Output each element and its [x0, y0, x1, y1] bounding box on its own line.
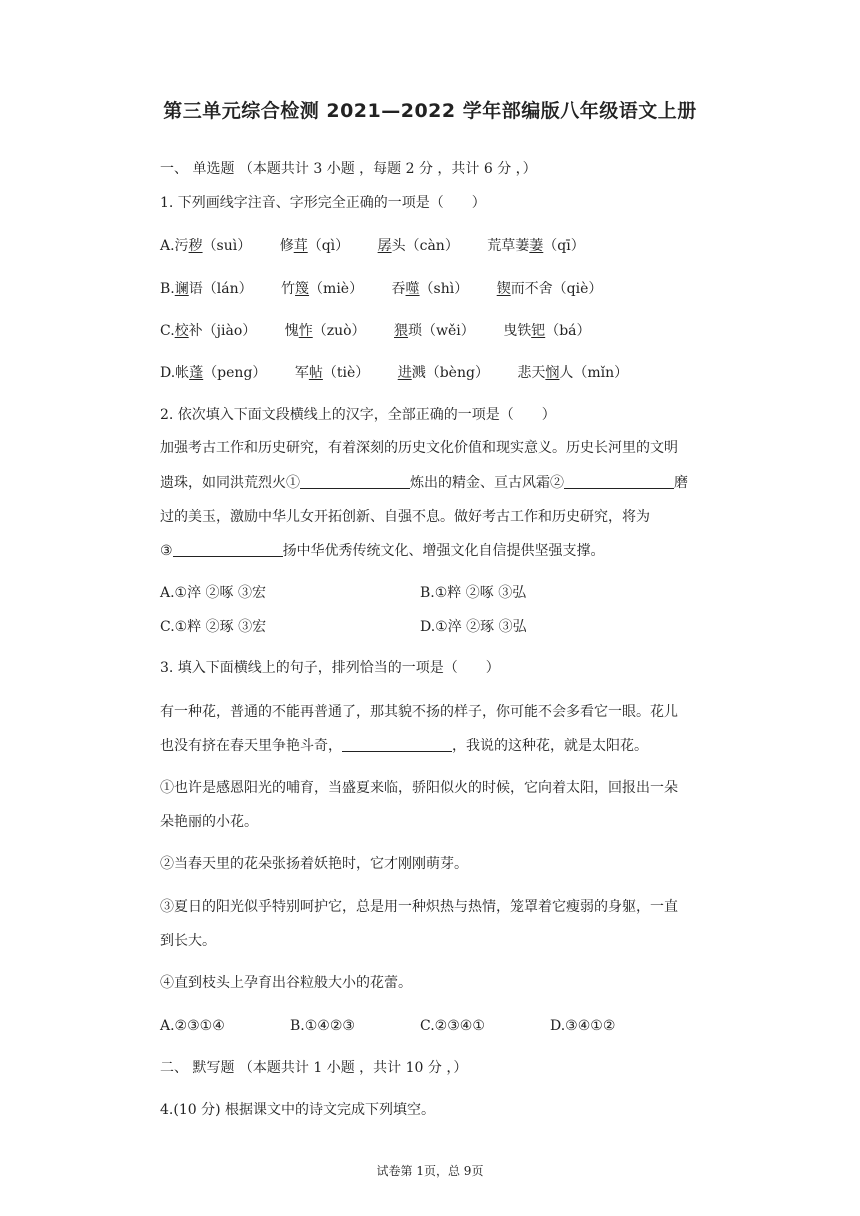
q2-option-d: D.①淬 ②琢 ③弘: [420, 619, 527, 635]
section-2-heading: 二、 默写题 （本题共计 1 小题 ，共计 10 分 ，）: [160, 1060, 468, 1076]
q1-b-item: 吞噬（shì）: [391, 281, 469, 297]
q1-option-c: [160, 321, 591, 341]
question-1-stem: 1. 下列画线字注音、字形完全正确的一项是（ ）: [160, 195, 486, 211]
q2-option-a: A.①淬 ②啄 ③宏: [160, 585, 267, 601]
q1-c-item: 曳铁钯（bá）: [503, 323, 591, 339]
q2-passage-line: ③ 扬中华优秀传统文化、增强文化自信提供坚强支撑。: [160, 543, 605, 559]
q1-d-item: 军帖（tiè）: [294, 365, 370, 381]
q3-sentence-3: ③夏日的阳光似乎特别呵护它，总是用一种炽热与热情，笼罩着它瘦弱的身躯，一直: [160, 899, 678, 915]
question-3-stem: 3. 填入下面横线上的句子，排列恰当的一项是（ ）: [160, 660, 500, 676]
document-title: 第三单元综合检测 2021—2022 学年部编版八年级语文上册: [163, 100, 697, 122]
q3-sentence-1-cont: 朵艳丽的小花。: [160, 814, 258, 830]
q1-a-item: A.污秽（suì）: [160, 238, 252, 254]
q3-option-b: B.①④②③: [290, 1018, 355, 1034]
q3-passage-line: 也没有挤在春天里争艳斗奇， ，我说的这种花，就是太阳花。: [160, 738, 648, 754]
q1-option-a: [160, 236, 585, 256]
q1-b-item: 锲而不舍（qiè）: [496, 281, 603, 297]
q1-d-item: 悲天悯人（mǐn）: [517, 365, 629, 381]
q1-c-item: C.校补（jiào）: [160, 323, 257, 339]
q1-d-item: 进溅（bèng）: [397, 365, 489, 381]
fill-blank: [300, 474, 410, 489]
q1-c-item: 愧怍（zuò）: [284, 323, 366, 339]
q2-passage-line: 遗珠，如同洪荒烈火① 炼出的精金、亘古风霜② 磨: [160, 475, 688, 491]
fill-blank: [342, 737, 452, 752]
q1-a-item: 荒草萋萋（qī）: [487, 238, 585, 254]
q2-option-c: C.①粹 ②琢 ③宏: [160, 619, 267, 635]
q3-option-c: C.②③④①: [420, 1018, 485, 1034]
q1-option-d: [160, 363, 628, 383]
q1-b-item: B.谰语（lán）: [160, 281, 253, 297]
q1-d-item: D.帐蓬（peng）: [160, 365, 267, 381]
q3-sentence-4: ④直到枝头上孕育出谷粒般大小的花蕾。: [160, 975, 412, 991]
q3-sentence-2: ②当春天里的花朵张扬着妖艳时，它才刚刚萌芽。: [160, 856, 468, 872]
q3-sentence-1: ①也许是感恩阳光的哺育，当盛夏来临，骄阳似火的时候，它向着太阳，回报出一朵: [160, 780, 678, 796]
q2-option-b: B.①粹 ②啄 ③弘: [420, 585, 527, 601]
q1-a-item: 孱头（càn）: [377, 238, 459, 254]
question-2-stem: 2. 依次填入下面文段横线上的汉字，全部正确的一项是（ ）: [160, 407, 556, 423]
section-1-heading: 一、 单选题 （本题共计 3 小题 ，每题 2 分 ，共计 6 分 ，）: [160, 161, 537, 177]
q1-option-b: [160, 279, 602, 299]
q2-passage-line: 过的美玉，激励中华儿女开拓创新、自强不息。做好考古工作和历史研究，将为: [160, 509, 650, 525]
q2-passage-line: 加强考古工作和历史研究，有着深刻的历史文化价值和现实意义。历史长河里的文明: [160, 440, 678, 456]
q1-c-item: 猥琐（wěi）: [394, 323, 475, 339]
q1-a-item: 修茸（qì）: [279, 238, 350, 254]
fill-blank: [564, 474, 674, 489]
q3-passage-line: 有一种花，普通的不能再普通了，那其貌不扬的样子，你可能不会多看它一眼。花儿: [160, 704, 678, 720]
q1-b-item: 竹篾（miè）: [281, 281, 364, 297]
question-4-stem: 4.(10 分) 根据课文中的诗文完成下列填空。: [160, 1102, 435, 1118]
q3-sentence-3-cont: 到长大。: [160, 933, 216, 949]
fill-blank: [173, 542, 283, 557]
q3-option-d: D.③④①②: [550, 1018, 616, 1034]
q3-options: [160, 1016, 615, 1036]
page-footer: 试卷第 1页，总 9页: [376, 1164, 484, 1178]
q3-option-a: A.②③①④: [160, 1018, 225, 1034]
